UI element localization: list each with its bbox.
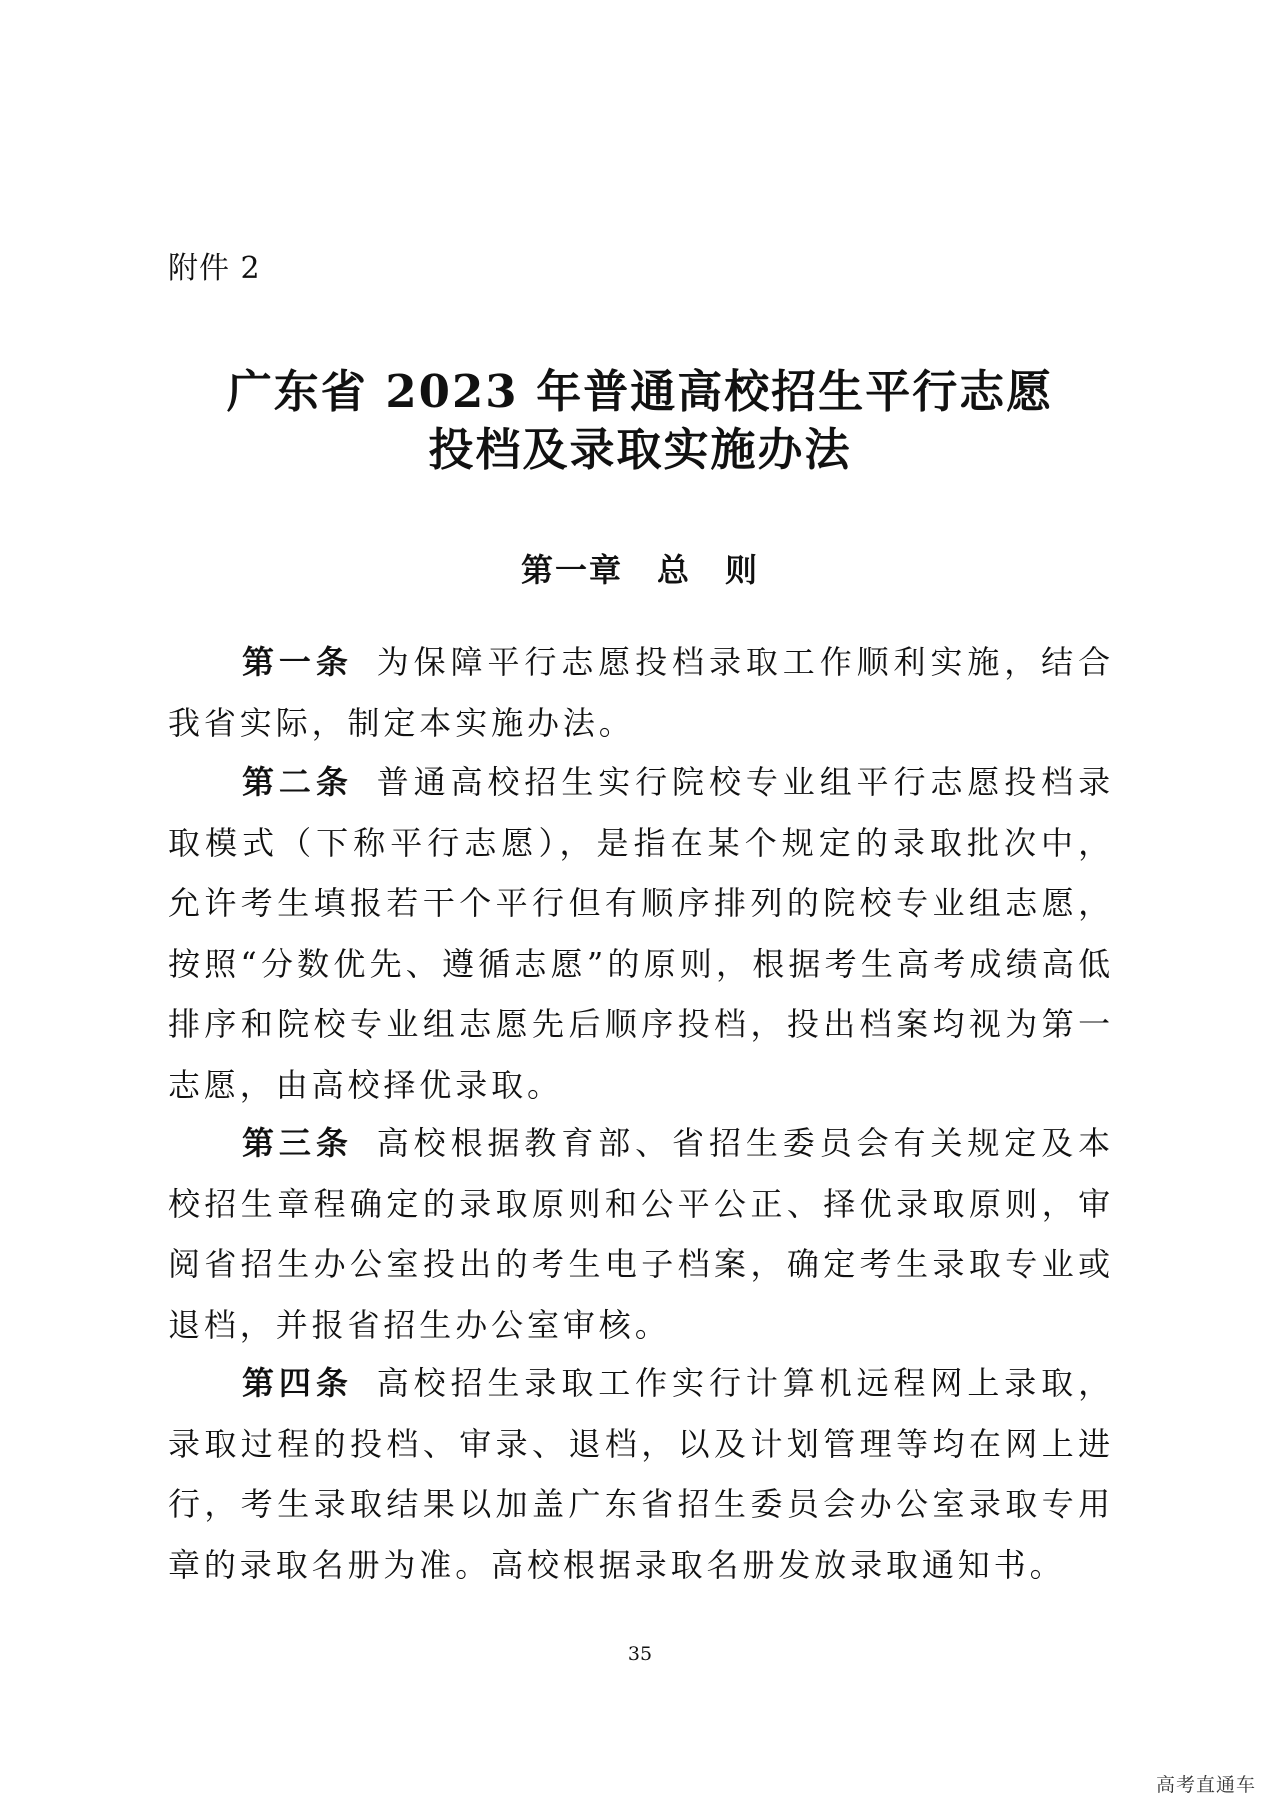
article-3 (168, 1113, 1114, 1355)
document-title-line-2: 投档及录取实施办法 (428, 423, 852, 476)
article-4-number: 第四条 (242, 1364, 353, 1402)
chapter-title: 第一章 总 则 (520, 551, 759, 589)
article-2-number: 第二条 (242, 763, 353, 801)
article-1-text: 为保障平行志愿投档录取工作顺利实施，结合我省实际，制定本实施办法。 (168, 643, 1114, 742)
article-4 (168, 1353, 1114, 1595)
article-1 (168, 632, 1114, 753)
attachment-label: 附件 2 (168, 251, 261, 286)
article-3-number: 第三条 (242, 1124, 353, 1162)
article-4-text: 高校招生录取工作实行计算机远程网上录取，录取过程的投档、审录、退档，以及计划管理等均在网上进行，考生录取结果以加盖广东省招生委员会办公室录取专用章的录取名册为准。高校根据录取名册发放录取通知书。 (168, 1364, 1114, 1584)
article-3-text: 高校根据教育部、省招生委员会有关规定及本校招生章程确定的录取原则和公平公正、择优录取原则，审阅省招生办公室投出的考生电子档案，确定考生录取专业或退档，并报省招生办公室审核。 (168, 1124, 1114, 1344)
document-title-line-1: 广东省 2023 年普通高校招生平行志愿 (226, 365, 1054, 418)
article-2-text: 普通高校招生实行院校专业组平行志愿投档录取模式（下称平行志愿），是指在某个规定的录取批次中，允许考生填报若干个平行但有顺序排列的院校专业组志愿，按照“分数优先、遵循志愿”的原则，根据考生高考成绩高低排序和院校专业组志愿先后顺序投档，投出档案均视为第一志愿，由高校择优录取。 (168, 763, 1114, 1104)
page-number: 35 (627, 1643, 653, 1665)
article-2 (168, 752, 1114, 1115)
article-1-number: 第一条 (242, 643, 353, 681)
watermark: 高考直通车 (1155, 1774, 1256, 1796)
